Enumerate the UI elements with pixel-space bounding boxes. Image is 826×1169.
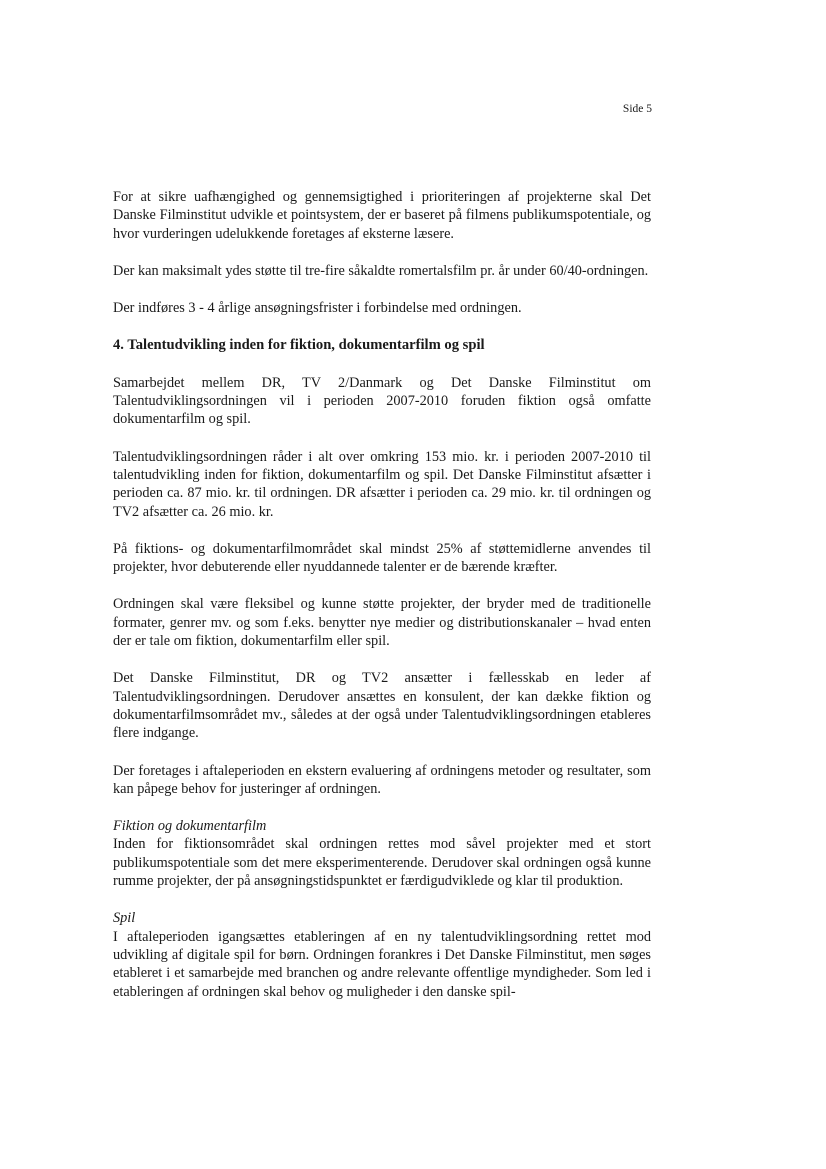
- paragraph: Der kan maksimalt ydes støtte til tre-fire såkaldte romertalsfilm pr. år under 60/40-ordningen.: [113, 262, 649, 279]
- subheading-games: Spil: [113, 910, 136, 927]
- section-heading: 4. Talentudvikling inden for fiktion, dokumentarfilm og spil: [113, 337, 485, 354]
- paragraph: Der indføres 3 - 4 årlige ansøgningsfrister i forbindelse med ordningen.: [113, 300, 522, 317]
- paragraph: Der foretages i aftaleperioden en ekstern evaluering af ordningens metoder og resultater, som kan påpege behov for justeringer af ordningen.: [113, 762, 651, 797]
- paragraph: I aftaleperioden igangsættes etableringen af en ny talentudviklingsordning rettet mod udvikling af digitale spil for børn. Ordningen forankres i Det Danske Filminstitut, men søges etableret i et samarbejde med branchen og andre relevante offentlige myndigheder. Som led i etableringen af ordningen skal behov og muligheder i den danske spil-: [113, 928, 651, 1000]
- document-body: [113, 188, 651, 1020]
- page-number: Side 5: [622, 103, 652, 115]
- paragraph: Talentudviklingsordningen råder i alt over omkring 153 mio. kr. i perioden 2007-2010 til talentudvikling inden for fiktion, dokumentarfilm og spil. Det Danske Filminstitut afsætter i perioden ca. 87 mio. kr. til ordningen. DR afsætter i perioden ca. 29 mio. kr. til ordningen og TV2 afsætter ca. 26 mio. kr.: [113, 448, 651, 520]
- paragraph: Inden for fiktionsområdet skal ordningen rettes mod såvel projekter med et stort publikumspotentiale som det mere eksperimenterende. Derudover skal ordningen også kunne rumme projekter, der på ansøgningstidspunktet er færdigudviklede og klar til produktion.: [113, 836, 651, 890]
- paragraph: På fiktions- og dokumentarfilmområdet skal mindst 25% af støttemidlerne anvendes til projekter, hvor debuterende eller nyuddannede talenter er de bærende kræfter.: [113, 540, 651, 576]
- subheading-fiction: Fiktion og dokumentarfilm: [113, 818, 267, 835]
- paragraph: For at sikre uafhængighed og gennemsigtighed i prioriteringen af projekterne skal Det Danske Filminstitut udvikle et pointsystem, der er baseret på filmens publikumspotentiale, og hvor vurderingen udelukkende foretages af eksterne læsere.: [113, 189, 651, 242]
- paragraph: Samarbejdet mellem DR, TV 2/Danmark og Det Danske Filminstitut om Talentudviklingsordningen vil i perioden 2007-2010 foruden fiktion også omfatte dokumentarfilm og spil.: [113, 374, 651, 428]
- paragraph: Det Danske Filminstitut, DR og TV2 ansætter i fællesskab en leder af Talentudviklingsordningen. Derudover ansættes en konsulent, der kan dække fiktion og dokumentarfilmsområdet mv., således at der også under Talentudviklingsordningen etableres flere indgange.: [113, 670, 651, 742]
- paragraph: Ordningen skal være fleksibel og kunne støtte projekter, der bryder med de traditionelle formater, genrer mv. og som f.eks. benytter nye medier og distributionskanaler – hvad enten der er tale om fiktion, dokumentarfilm eller spil.: [113, 596, 651, 650]
